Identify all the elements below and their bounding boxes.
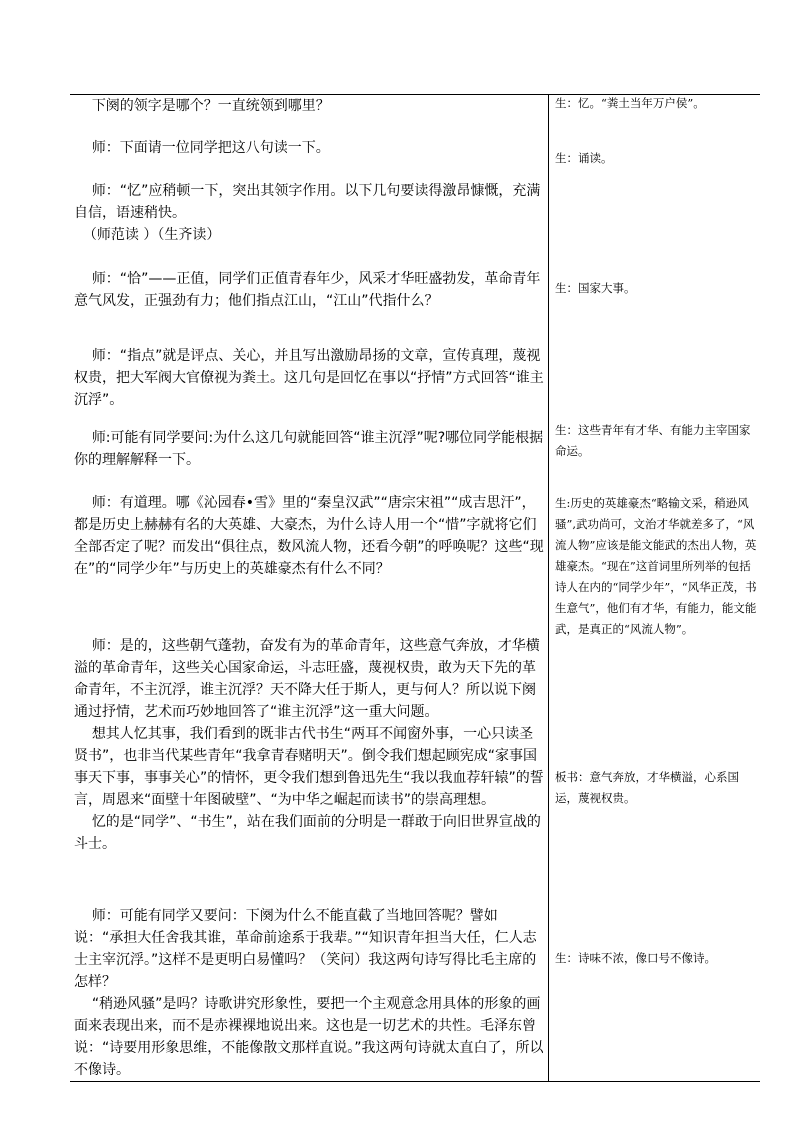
paragraph-9: 师：可能有同学又要问：下阕为什么不能直截了当地回答呢？譬如说：“承担大任舍我其谁，革命前途系于我辈。”“知识青年担当大任，仁人志士主宰沉浮。”这样不是更明白易懂吗？（笑问）我这两句诗写得比毛主席的怎样？ “稍逊风骚”是吗？诗歌讲究形象性，要把一个主观意念用具体的形象的画面来表现出来，而不是赤裸裸地说出来。这也是一切艺术的共性。毛泽东曾说：“诗要用形象思维，不能像散文那样直说。”我这两句诗就太直白了，所以不像诗。: [74, 908, 544, 1078]
paragraph-5: 师：“指点”就是评点、关心，并且写出激励昂扬的文章，宣传真理，蔑视权贵，把大军阀大官僚视为粪土。这几句是回忆在事以“抒情”方式回答“谁主沉浮”。: [74, 348, 544, 408]
paragraph-4: 师：“恰”——正值，同学们正值青春年少，风采才华旺盛勃发，革命青年意气风发，正强劲有力；他们指点江山，“江山”代指什么？: [74, 271, 541, 309]
paragraph-1: 下阕的领字是哪个？一直统领到哪里？: [74, 98, 330, 114]
paragraph-2: 师：下面请一位同学把这八句读一下。: [74, 140, 330, 156]
side-note-3: 生：国家大事。: [555, 281, 636, 295]
paragraph-8: 师：是的，这些朝气蓬勃，奋发有为的革命青年，这些意气奔放，才华横溢的革命青年，这些关心国家命运，斗志旺盛，蔑视权贵，敢为天下先的革命青年，不主沉浮，谁主沉浮？天不降大任于斯人，更与何人？所以说下阕通过抒情，艺术而巧妙地回答了“谁主沉浮”这一重大问题。 想其人忆其事，我们看到的既非古代书生“两耳不闻窗外事，一心只读圣贤书”，也非当代某些青年“我拿青春赌明天”。倒令我们想起顾宪成“家事国事天下事，事事关心”的情怀，更令我们想到鲁迅先生“我以我血荐轩辕”的誓言，周恩来“面壁十年图破壁”、“为中华之崛起而读书”的崇高理想。 忆的是“同学”、“书生”，站在我们面前的分明是一群敢于向旧世界宣战的斗士。: [74, 638, 544, 852]
column-divider: [548, 95, 549, 1081]
lesson-plan-table: [70, 94, 760, 1082]
side-note-4: 生：这些青年有才华、有能力主宰国家命运。: [555, 423, 751, 458]
paragraph-7: 师：有道理。哪《沁园春•雪》里的“秦皇汉武”“唐宗宋祖”“成吉思汗”，都是历史上赫赫有名的大英雄、大豪杰，为什么诗人用一个“惜”字就将它们全部否定了呢？而发出“俱往点，数风流人物，还看今朝”的呼唤呢？这些“现在”的“同学少年”与历史上的英雄豪杰有什么不同？: [74, 495, 544, 577]
side-note-5: 生:历史的英雄豪杰“略输文采，稍逊风骚”,武功尚可，文治才华就差多了，“风流人物”应该是能文能武的杰出人物，英雄豪杰。“现在”这首词里所列举的包括诗人在内的“同学少年”，“风华正茂，书生意气”，他们有才华，有能力，能文能武，是真正的“风流人物”。: [555, 496, 757, 636]
side-note-6: 板书：意气奔放，才华横溢，心系国运，蔑视权贵。: [555, 770, 739, 805]
paragraph-3: 师：“忆”应稍顿一下，突出其领字作用。以下几句要读得激昂慷慨，充满自信，语速稍快。 （师范读 ）（生齐读）: [74, 183, 541, 243]
side-note-2: 生：诵读。: [555, 151, 613, 165]
side-note-1: 生：忆。“粪土当年万户侯”。: [555, 96, 705, 110]
paragraph-6: 师:可能有同学要问:为什么这几句就能回答“谁主沉浮”呢?哪位同学能根据你的理解解释一下。: [74, 430, 544, 468]
side-note-7: 生：诗味不浓，像口号不像诗。: [555, 951, 716, 965]
